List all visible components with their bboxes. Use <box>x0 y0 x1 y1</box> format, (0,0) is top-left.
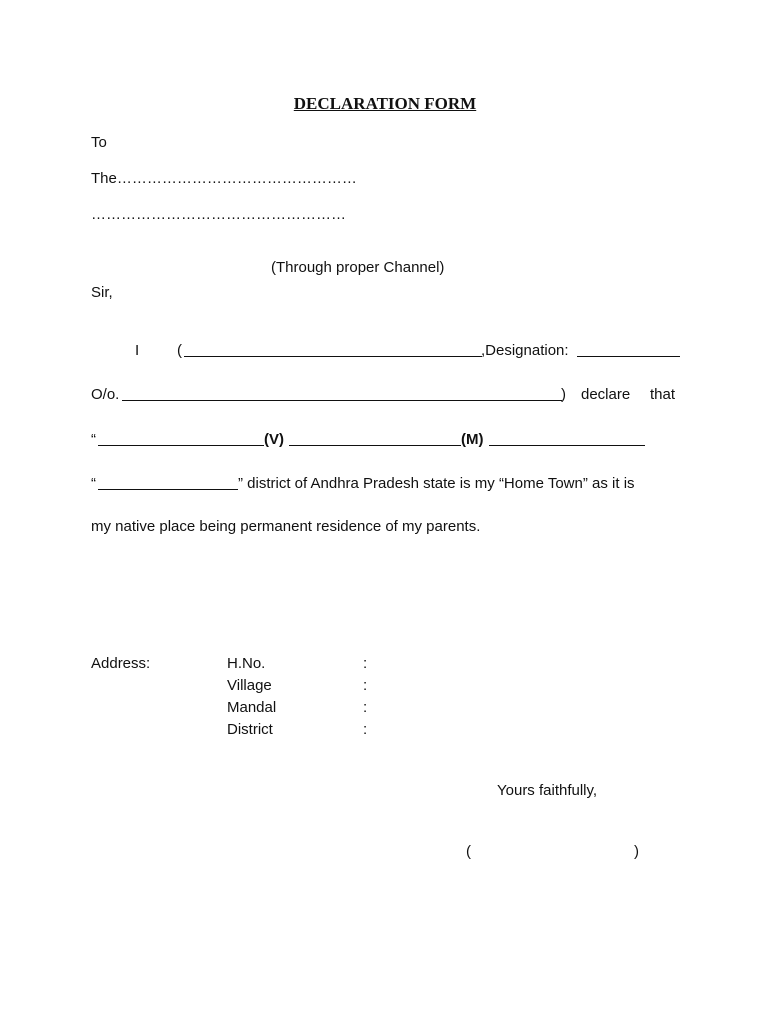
designation-label: ,Designation: <box>481 342 569 359</box>
to-label: To <box>91 134 107 151</box>
office-close-paren: ) <box>561 386 566 403</box>
village-label: Village <box>227 677 272 694</box>
office-blank <box>122 386 562 401</box>
mandal-colon: : <box>363 699 368 716</box>
form-title: DECLARATION FORM <box>293 94 477 113</box>
native-place-statement: my native place being permanent residence of my parents. <box>91 518 481 535</box>
village-open-quote: “ <box>91 431 96 448</box>
designation-blank <box>577 342 680 357</box>
through-proper-channel: (Through proper Channel) <box>271 259 445 276</box>
declare-word: declare <box>581 386 631 403</box>
closing-yours-faithfully: Yours faithfully, <box>497 782 598 799</box>
home-town-statement: ” district of Andhra Pradesh state is my “Home Town” as it is <box>238 475 635 492</box>
mandal-trailing-blank <box>489 431 645 446</box>
hno-colon: : <box>363 655 368 672</box>
pronoun-i: I <box>135 342 140 359</box>
mandal-marker: (M) <box>461 431 484 448</box>
district-label: District <box>227 721 273 738</box>
address-dots-line: …………………………………………… <box>91 206 346 223</box>
mandal-blank <box>289 431 461 446</box>
hno-label: H.No. <box>227 655 266 672</box>
salutation: Sir, <box>91 284 113 301</box>
that-word: that <box>650 386 676 403</box>
district-blank <box>98 475 238 490</box>
signature-close-paren: ) <box>634 843 639 860</box>
village-colon: : <box>363 677 368 694</box>
signature-open-paren: ( <box>466 843 471 860</box>
village-marker: (V) <box>264 431 284 448</box>
name-blank <box>184 342 482 357</box>
district-open-quote: “ <box>91 475 96 492</box>
the-line: The………………………………………… <box>91 170 357 187</box>
mandal-label: Mandal <box>227 699 277 716</box>
address-label: Address: <box>91 655 151 672</box>
district-colon: : <box>363 721 368 738</box>
office-label: O/o. <box>91 386 120 403</box>
village-blank <box>98 431 264 446</box>
name-open-paren: ( <box>177 342 182 359</box>
